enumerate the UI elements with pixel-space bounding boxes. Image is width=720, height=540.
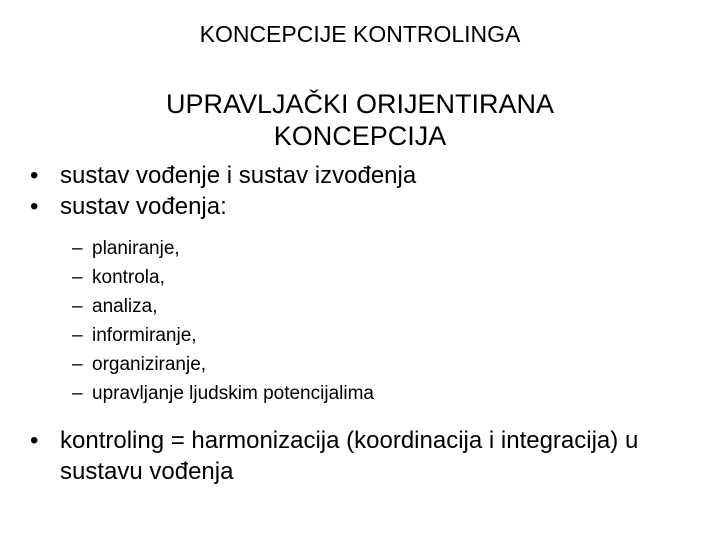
- list-item: [30, 425, 650, 487]
- sub-item-text: kontrola,: [92, 267, 165, 288]
- main-bullet-list: [30, 160, 710, 222]
- list-item: [30, 160, 710, 191]
- sub-item-text: analiza,: [92, 296, 158, 317]
- dash-marker: –: [72, 325, 83, 346]
- dash-marker: –: [72, 267, 83, 288]
- sub-list-item: [72, 350, 672, 379]
- sub-item-text: organiziranje,: [92, 354, 207, 375]
- dash-marker: –: [72, 238, 83, 259]
- dash-marker: –: [72, 296, 83, 317]
- dash-marker: –: [72, 354, 83, 375]
- sub-list-item: [72, 263, 672, 292]
- sub-item-text: upravljanje ljudskim potencijalima: [92, 383, 374, 404]
- sub-list-item: [72, 234, 672, 263]
- sub-list-item: [72, 379, 672, 408]
- bullet-marker: •: [30, 427, 39, 454]
- sub-item-list: [72, 234, 672, 408]
- sub-item-text: informiranje,: [92, 325, 197, 346]
- subtitle-line-2: KONCEPCIJA: [273, 121, 447, 151]
- sub-list-item: [72, 292, 672, 321]
- list-item: [30, 191, 710, 222]
- sub-item-text: planiranje,: [92, 238, 180, 259]
- bullet-text: sustav vođenje i sustav izvođenja: [60, 162, 417, 189]
- dash-marker: –: [72, 383, 83, 404]
- final-bullet-list: [30, 425, 650, 487]
- bullet-marker: •: [30, 162, 39, 189]
- subtitle-line-1: UPRAVLJAČKI ORIJENTIRANA: [165, 89, 555, 119]
- bullet-text: kontroling = harmonizacija (koordinacija i integracija) u sustavu vođenja: [60, 427, 639, 485]
- slide-title: KONCEPCIJE KONTROLINGA: [199, 21, 521, 47]
- bullet-marker: •: [30, 193, 39, 220]
- sub-list-item: [72, 321, 672, 350]
- slide-subtitle: [0, 88, 720, 152]
- bullet-text: sustav vođenja:: [60, 193, 227, 220]
